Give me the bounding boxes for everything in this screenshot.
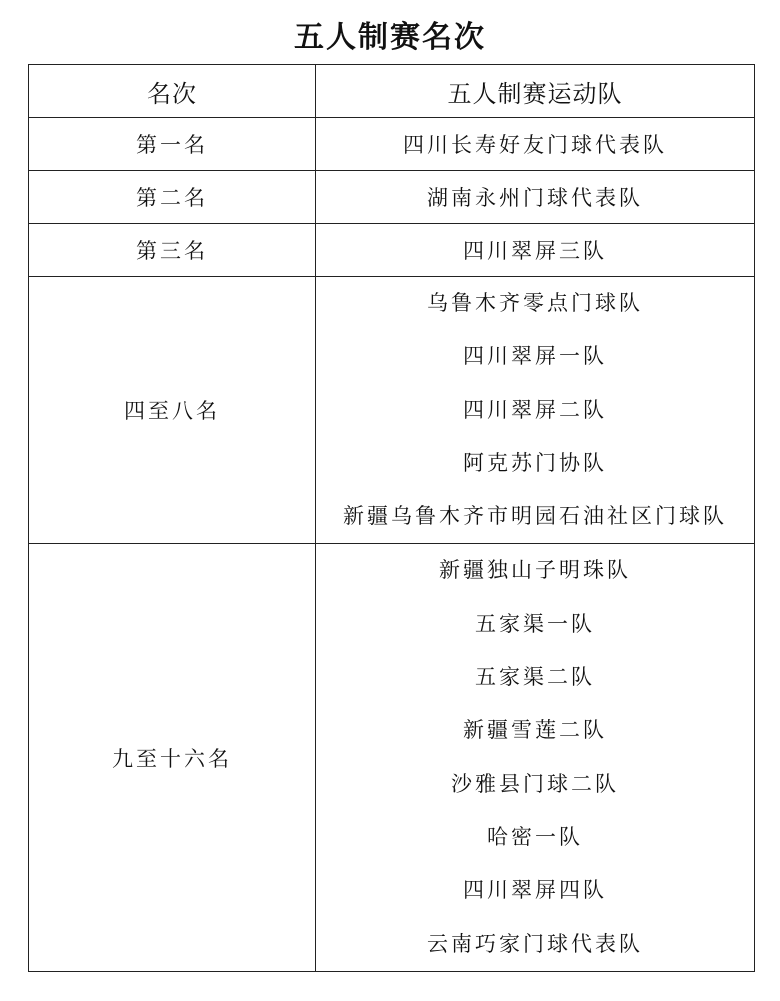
table-row-ninth-to-sixteenth: [29, 544, 755, 971]
rank-column-header: 名次: [29, 65, 316, 118]
rank-cell: 四至八名: [29, 277, 316, 544]
team-list-cell: [316, 544, 755, 971]
team-column-header: 五人制赛运动队: [316, 65, 755, 118]
team-name: 四川翠屏二队: [463, 397, 607, 422]
team-name: 五家渠二队: [475, 665, 595, 690]
team-name: 五家渠一队: [475, 611, 595, 636]
table-row-fourth-to-eighth: [29, 277, 755, 544]
rank-cell: 第二名: [29, 171, 316, 224]
rank-cell: 第一名: [29, 118, 316, 171]
team-cell: 四川翠屏三队: [316, 224, 755, 277]
team-name: 哈密一队: [487, 824, 583, 849]
rank-cell: 第三名: [29, 224, 316, 277]
team-name: 四川翠屏一队: [463, 344, 607, 369]
team-name: 四川翠屏四队: [463, 878, 607, 903]
rankings-table: [28, 64, 755, 972]
table-header-row: [29, 65, 755, 118]
team-name: 阿克苏门协队: [463, 450, 607, 475]
team-name: 新疆雪莲二队: [463, 718, 607, 743]
team-cell: 四川长寿好友门球代表队: [316, 118, 755, 171]
team-name: 沙雅县门球二队: [451, 771, 619, 796]
rank-cell: 九至十六名: [29, 544, 316, 971]
team-name: 云南巧家门球代表队: [427, 931, 643, 956]
table-row-first: [29, 118, 755, 171]
table-row-third: [29, 224, 755, 277]
table-row-second: [29, 171, 755, 224]
team-cell: 湖南永州门球代表队: [316, 171, 755, 224]
team-list-cell: [316, 277, 755, 544]
team-name: 新疆独山子明珠队: [439, 558, 631, 583]
team-name: 乌鲁木齐零点门球队: [427, 291, 643, 315]
page-title: 五人制赛名次: [294, 20, 486, 55]
team-name: 新疆乌鲁木齐市明园石油社区门球队: [343, 504, 727, 529]
